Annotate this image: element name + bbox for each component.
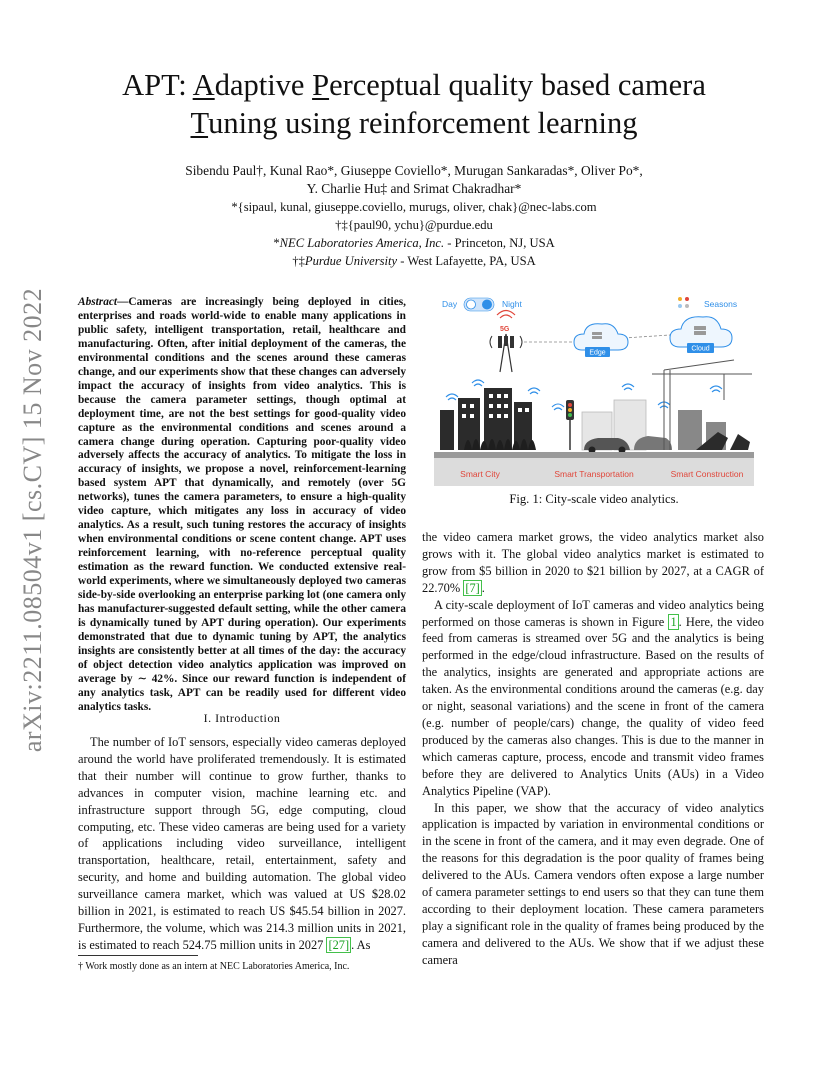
footnote: † Work mostly done as an intern at NEC Laboratories America, Inc. [78,961,350,972]
season-icon [678,297,682,301]
figure-caption: Fig. 1: City-scale video analytics. [509,492,679,506]
abstract-text: —Cameras are increasingly being deployed in cities, enterprises and roads world-wide to enable many applications in public safety, intelligent transportation, retail, healthcare and manufacturing. Often, after initial deployment of the cameras, the environmental conditions and the scenes around these cameras change, and our experiments show that these changes can adversely impact the accuracy of insights from video analytics. This is because the camera parameter settings, though optimal at deployment time, are not the best settings for good-quality video capture as the environmental conditions and scenes around a camera change during operation. Capturing poor-quality video adversely affects the accuracy of analytics. To mitigate the loss in accuracy of insights, we propose a novel, reinforcement-learning based system APT that dynamically, and remotely (over 5G networks), tunes the camera parameters, to ensure a high-quality video capture, which mitigates any loss in accuracy of video analytics. As a result, such tuning restores the accuracy of insights when environmental conditions or scene content change. APT uses reinforcement learning, with no-reference perceptual quality estimation as the reward function. We conducted extensive real-world experiments, where we simultaneously deployed two cameras side-by-side overlooking an enterprise parking lot (one camera only has manufacturer-suggested default setting, while the other camera is dynamically tuned by APT during operation). Our experiments demonstrated that due to dynamic tuning by APT, the analytics insights are consistently better at all times of the day: the accuracy of object detection video analytics application was improved on average by ∼ 42%. Since our reward function is independent of any analytics task, APT can be readily used for different video analytics tasks. [78,296,406,713]
moon-icon [482,300,492,310]
5g-label: 5G [500,326,510,333]
intro-right-column [422,529,764,969]
ground-line [434,452,754,458]
paragraph-text: the video camera market grows, the video analytics market also grows with it. The global video analytics market is estimated to grow from $5 billion in 2020 to $21 billion by 2027, at a CAGR of 22.70% [422,530,764,595]
season-icon [685,304,689,308]
title-underlined-letter: P [312,68,330,102]
title-part: APT: [122,68,193,102]
day-label: Day [442,299,458,309]
season-icon [678,304,682,308]
paragraph-text: . [481,580,485,595]
sun-icon [467,300,476,309]
citation-link[interactable]: [7] [465,580,480,595]
author-line: Y. Charlie Hu‡ and Srimat Chakradhar* [306,181,522,196]
paragraph-text: . Here, the video feed from cameras is streamed over 5G and the analytics is being performed in the edge/cloud infrastructure. Based on the results of the analytics, insights are generated and appropriate actions are taken. As the environmental conditions around the cameras (e.g. day or night, seasonal variations) and the scene in front of the camera (e.g. number of people/cars) change, the quality of video feed produced by the cameras also changes. This is due to the manner in which cameras capture, process, encode and transmit video frames before they are delivered to Analytics Units (AUs) in a Video Analytics Pipeline (VAP). [422,614,765,798]
affiliation: †‡Purdue University - West Lafayette, PA, USA [292,254,536,268]
footnote-divider [78,955,198,956]
affiliation-name: NEC Laboratories America, Inc. [279,236,445,250]
title-part: erceptual quality based camera [329,68,706,102]
citation-link[interactable]: [27] [328,937,350,952]
smart-transportation-label: Smart Transportation [554,469,634,479]
affiliation-location: - Princeton, NJ, USA [444,236,555,250]
cloud-label: Cloud [691,345,710,353]
author-email: *{sipaul, kunal, giuseppe.coviello, murugs, oliver, chak}@nec-labs.com [231,200,597,214]
edge-label: Edge [589,349,606,357]
abstract-lead: Abstract [78,296,118,308]
title-part: uning using reinforcement learning [208,106,638,140]
arxiv-id: arXiv:2211.08504v1 [cs.CV] 15 Nov 2022 [18,287,47,753]
abstract [78,296,406,715]
affiliation: *NEC Laboratories America, Inc. - Princeton, NJ, USA [273,236,555,250]
title-underlined-letter: A [192,68,215,102]
smart-construction-label: Smart Construction [670,469,744,479]
figure-link[interactable]: 1 [670,614,677,629]
author-line: Sibendu Paul†, Kunal Rao*, Giuseppe Coviello*, Murugan Sankaradas*, Oliver Po*, [185,163,643,178]
paragraph-text: . As [351,937,371,952]
seasons-label: Seasons [704,299,738,309]
paragraph-text: A city-scale deployment of IoT cameras and video analytics being performed on those cameras is shown in Figure [422,597,764,629]
title-part: daptive [214,68,313,102]
section-heading: I. Introduction [203,711,281,725]
paragraph [422,529,764,597]
affiliation-name: Purdue University [304,254,398,268]
smart-city-label: Smart City [460,469,500,479]
paragraph: In this paper, we show that the accuracy of video analytics application is impacted by variation in environmental conditions or in the scene in front of the camera, and it may even degrade. One of the reasons for this degradation is the poor quality of frames being delivered to the AUs. Camera vendors often expose a large number of camera parameter settings to end users so that they can tune them according to their deployment location. These camera parameters play a significant role in the quality of frames being produced by the camera and delivered to the AUs. We show that if we adjust these camera [422,800,764,967]
title-underlined-letter: T [190,106,209,140]
paragraph [422,597,764,800]
paragraph-text: The number of IoT sensors, especially video cameras deployed around the world have proliferated tremendously. It is estimated that their number will continue to grow further, thanks to advances in computer vision, machine learning etc. and infrastructure support through 5G, edge computing, cloud computing, etc. These video cameras are being used for a variety of applications including video surveillance, intelligent transportation, healthcare, retail, entertainment, safety and security, and home and building automation. The global video surveillance camera market, which was valued at US $28.02 billion in 2021, is estimated to reach US $45.54 billion in 2027. Furthermore, the volume, which was 214.3 million units in 2021, is estimated to reach 524.75 million units in 2027 [78,735,406,952]
paragraph [78,734,406,954]
affiliation-location: - West Lafayette, PA, USA [397,254,536,268]
paper-title [60,66,768,142]
night-label: Night [502,299,522,309]
crowd-silhouette [464,439,536,450]
city-scale-figure [434,290,754,486]
author-email: †‡{paul90, ychu}@purdue.edu [335,218,493,232]
arxiv-sidebar [8,280,58,760]
author-block [60,162,768,270]
intro-left-column [78,734,406,954]
season-icon [685,297,689,301]
